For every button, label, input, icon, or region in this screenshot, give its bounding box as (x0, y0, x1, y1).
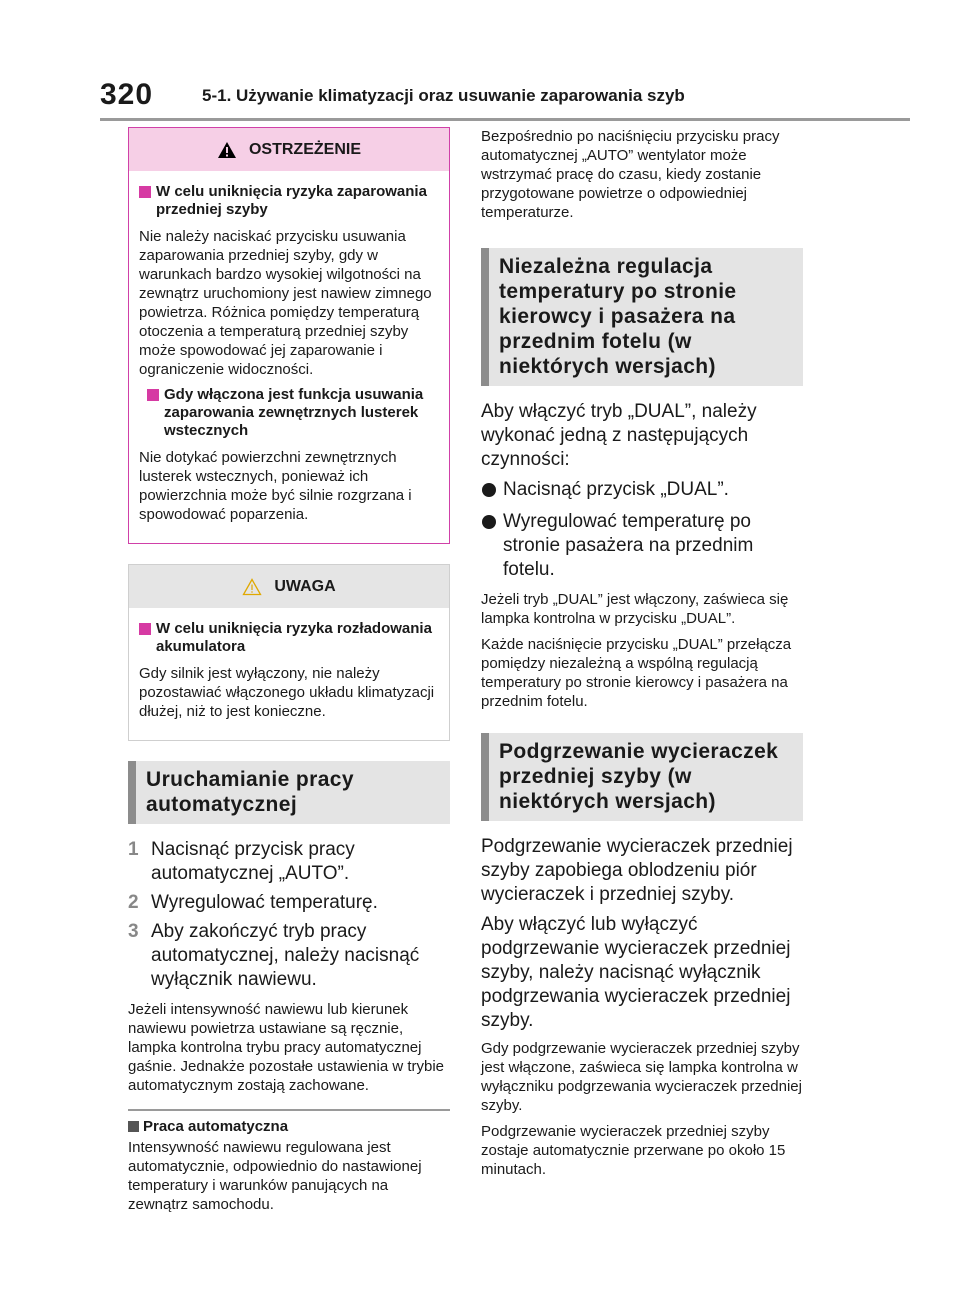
step-item: 2 Wyregulować temperaturę. (128, 892, 378, 913)
step-item: 1 Nacisnąć przycisk pracy automatycznej „AUTO”. (128, 839, 355, 884)
bullet-item: Nacisnąć przycisk „DUAL”. (481, 478, 803, 502)
divider (128, 1109, 450, 1111)
notice-box (128, 564, 450, 741)
page-number: 320 (100, 78, 154, 111)
auto-sub-text-2: Bezpośrednio po naciśnięciu przycisku pracy automatycznej „AUTO” wentylator może wstrzymać pracę do czasu, kiedy zostanie przygotowane powietrze o odpowiedniej temperaturze. (481, 128, 780, 221)
warning-box-title: OSTRZEŻENIE (248, 140, 361, 158)
warning-box (128, 127, 450, 544)
sub-heading: Praca automatyczna (128, 1118, 450, 1135)
section-heading-dual: Niezależna regulacja temperatury po stronie kierowcy i pasażera na przednim fotelu (w niektórych wersjach) (481, 248, 803, 386)
square-bullet-icon (139, 186, 151, 198)
section-heading-auto: Uruchamianie pracy automatycznej (128, 761, 450, 824)
section-heading-wiper: Podgrzewanie wycieraczek przedniej szyby (w niektórych wersjach) (481, 733, 803, 821)
page-header (100, 78, 910, 121)
chapter-title: 5-1. Używanie klimatyzacji oraz usuwanie zaparowania szyb (202, 86, 685, 105)
warning-item-heading: Gdy włączona jest funkcja usuwania zaparowania zewnętrznych lusterek wstecznych (147, 386, 439, 440)
notice-box-header (129, 565, 449, 608)
dual-intro: Aby włączyć tryb „DUAL”, należy wykonać jedną z następujących czynności: (481, 401, 757, 470)
bullet-item: Wyregulować temperaturę po stronie pasażera na przednim fotelu. (481, 510, 803, 582)
notice-item-heading: W celu uniknięcia ryzyka rozładowania akumulatora (139, 620, 439, 656)
warning-item-heading: W celu uniknięcia ryzyka zaparowania przedniej szyby (139, 183, 439, 219)
step-item: 3 Aby zakończyć tryb pracy automatycznej, należy nacisnąć wyłącznik nawiewu. (128, 921, 420, 990)
square-bullet-icon (147, 389, 159, 401)
dual-note-2: Każde naciśnięcie przycisku „DUAL” przełącza pomiędzy niezależną a wspólną regulacją temperatury po stronie kierowcy i pasażera na przednim fotelu. (481, 636, 792, 710)
auto-note: Jeżeli intensywność nawiewu lub kierunek nawiewu powietrza ustawiane są ręcznie, lampka kontrolna trybu pracy automatycznej gaśnie. Jednakże pozostałe ustawienia w trybie automatycznym zostają zachowane. (128, 1001, 445, 1094)
square-bullet-icon (128, 1121, 139, 1132)
square-bullet-icon (139, 623, 151, 635)
wiper-para-2: Aby włączyć lub wyłączyć podgrzewanie wycieraczek przedniej szyby, należy nacisnąć wyłącznik podgrzewania wycieraczek przedniej szyby. (481, 914, 791, 1031)
notice-box-title: UWAGA (274, 577, 336, 595)
warning-item-text: Nie dotykać powierzchni zewnętrznych lusterek wstecznych, ponieważ ich powierzchnia może być silnie rozgrzana i spowodować poparzenia. (139, 449, 412, 523)
warning-box-header (129, 128, 449, 171)
left-column (128, 127, 450, 1221)
round-bullet-icon (482, 515, 496, 529)
round-bullet-icon (482, 483, 496, 497)
dual-note-1: Jeżeli tryb „DUAL” jest włączony, zaświeca się lampka kontrolna w przycisku „DUAL”. (481, 591, 789, 627)
wiper-note-2: Podgrzewanie wycieraczek przedniej szyby zostaje automatycznie przerwane po około 15 minutach. (481, 1123, 786, 1178)
warning-triangle-icon (217, 141, 237, 159)
warning-item-text: Nie należy naciskać przycisku usuwania zaparowania przedniej szyby, gdy w warunkach bardzo wysokiej wilgotności na zewnątrz uruchomiony jest nawiew zimnego powietrza. Różnica pomiędzy temperaturą otoczenia a temperaturą przedniej szyby może spowodować jej zaparowanie i ograniczenie widoczności. (139, 228, 432, 378)
wiper-para-1: Podgrzewanie wycieraczek przedniej szyby zapobiega oblodzeniu piór wycieraczek i przedniej szyby. (481, 836, 793, 905)
notice-item-text: Gdy silnik jest wyłączony, nie należy pozostawiać włączonego układu klimatyzacji dłużej, niż to jest konieczne. (139, 665, 435, 720)
caution-triangle-icon (242, 578, 262, 596)
right-column (481, 127, 803, 1186)
wiper-note-1: Gdy podgrzewanie wycieraczek przedniej szyby jest włączone, zaświeca się lampka kontrolna w wyłączniku podgrzewania wycieraczek przedniej szyby. (481, 1040, 802, 1114)
auto-sub-text: Intensywność nawiewu regulowana jest automatycznie, odpowiednio do nastawionej temperatury i warunków panujących na zewnątrz samochodu. (128, 1139, 422, 1213)
